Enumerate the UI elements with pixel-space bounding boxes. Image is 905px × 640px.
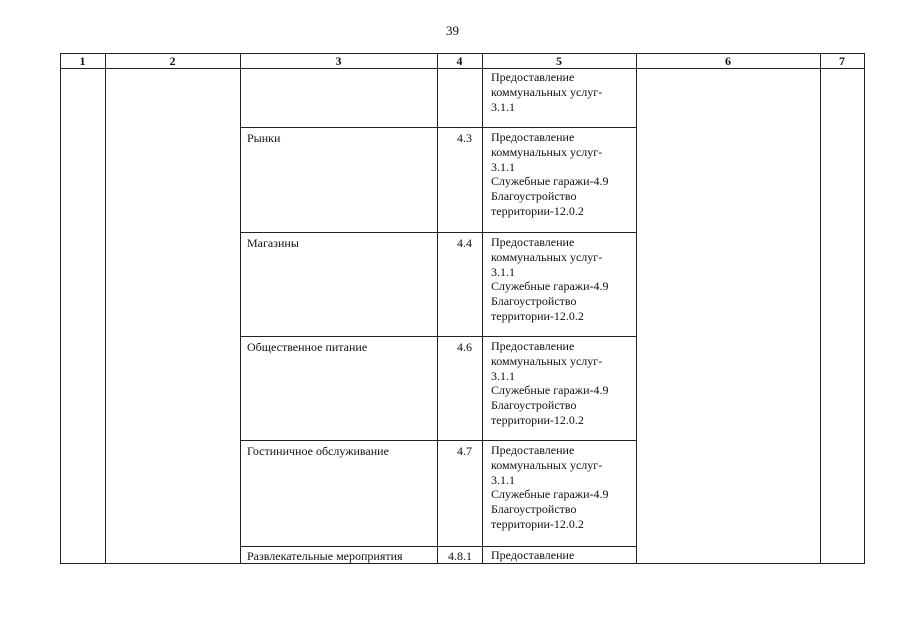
auxiliary-use-line: коммунальных услуг- [491, 353, 603, 368]
auxiliary-use-line: Служебные гаражи-4.9 [491, 174, 609, 189]
auxiliary-uses-cell [491, 130, 636, 219]
column-header-3: 3 [335, 54, 342, 68]
auxiliary-uses-cell [491, 235, 636, 324]
row-separator [240, 546, 637, 547]
auxiliary-use-line: 3.1.1 [491, 472, 515, 487]
header-bottom-border [60, 68, 865, 69]
auxiliary-uses-cell [491, 443, 636, 532]
auxiliary-use-line: коммунальных услуг- [491, 84, 603, 99]
use-code-cell: 4.6 [457, 340, 472, 354]
auxiliary-use-line: Благоустройство [491, 189, 577, 204]
auxiliary-use-line: Благоустройство [491, 294, 577, 309]
column-divider-2-3 [240, 53, 241, 564]
column-header-1: 1 [79, 54, 86, 68]
auxiliary-uses-cell [491, 548, 636, 563]
use-code-cell: 4.4 [457, 236, 472, 250]
auxiliary-use-line: Служебные гаражи-4.9 [491, 279, 609, 294]
auxiliary-uses-cell [491, 70, 636, 114]
row-separator [240, 336, 637, 337]
table-bottom-border [60, 563, 865, 564]
use-name-cell: Гостиничное обслуживание [247, 444, 389, 458]
use-name-cell: Общественное питание [247, 340, 368, 354]
column-header-5: 5 [556, 54, 562, 68]
auxiliary-use-line: Предоставление [491, 130, 575, 144]
page-number: 39 [446, 23, 459, 38]
row-separator [240, 127, 637, 128]
column-divider-6-7 [820, 53, 821, 564]
column-header-2: 2 [169, 54, 176, 68]
use-code-cell: 4.8.1 [448, 549, 472, 563]
auxiliary-use-line: 3.1.1 [491, 368, 515, 383]
column-divider-5-6 [636, 53, 637, 564]
column-header-6: 6 [725, 54, 731, 68]
use-code-cell: 4.7 [457, 444, 472, 458]
auxiliary-use-line: территории-12.0.2 [491, 308, 584, 323]
use-name-cell: Развлекательные мероприятия [247, 549, 403, 563]
auxiliary-use-line: Служебные гаражи-4.9 [491, 383, 609, 398]
auxiliary-use-line: коммунальных услуг- [491, 249, 603, 264]
auxiliary-use-line: Благоустройство [491, 398, 577, 413]
column-divider-1-2 [105, 53, 106, 564]
column-divider-4-5 [482, 53, 483, 564]
use-name-cell: Рынки [247, 131, 281, 145]
table-right-border [864, 53, 865, 564]
auxiliary-use-line: Предоставление [491, 235, 575, 249]
auxiliary-use-line: коммунальных услуг- [491, 457, 603, 472]
auxiliary-use-line: Благоустройство [491, 502, 577, 517]
auxiliary-use-line: территории-12.0.2 [491, 412, 584, 427]
use-code-cell: 4.3 [457, 131, 472, 145]
use-name-cell: Магазины [247, 236, 299, 250]
column-header-7: 7 [839, 54, 845, 68]
auxiliary-use-line: Предоставление [491, 548, 575, 562]
auxiliary-uses-cell [491, 339, 636, 428]
column-header-4: 4 [456, 54, 463, 68]
auxiliary-use-line: Предоставление [491, 70, 575, 84]
auxiliary-use-line: коммунальных услуг- [491, 144, 603, 159]
auxiliary-use-line: территории-12.0.2 [491, 516, 584, 531]
column-divider-3-4 [437, 53, 438, 564]
row-separator [240, 232, 637, 233]
auxiliary-use-line: территории-12.0.2 [491, 203, 584, 218]
auxiliary-use-line: Предоставление [491, 443, 575, 457]
auxiliary-use-line: 3.1.1 [491, 264, 515, 279]
auxiliary-use-line: Предоставление [491, 339, 575, 353]
auxiliary-use-line: Служебные гаражи-4.9 [491, 487, 609, 502]
row-separator [240, 440, 637, 441]
auxiliary-use-line: 3.1.1 [491, 99, 515, 114]
table-left-border [60, 53, 61, 564]
auxiliary-use-line: 3.1.1 [491, 159, 515, 174]
